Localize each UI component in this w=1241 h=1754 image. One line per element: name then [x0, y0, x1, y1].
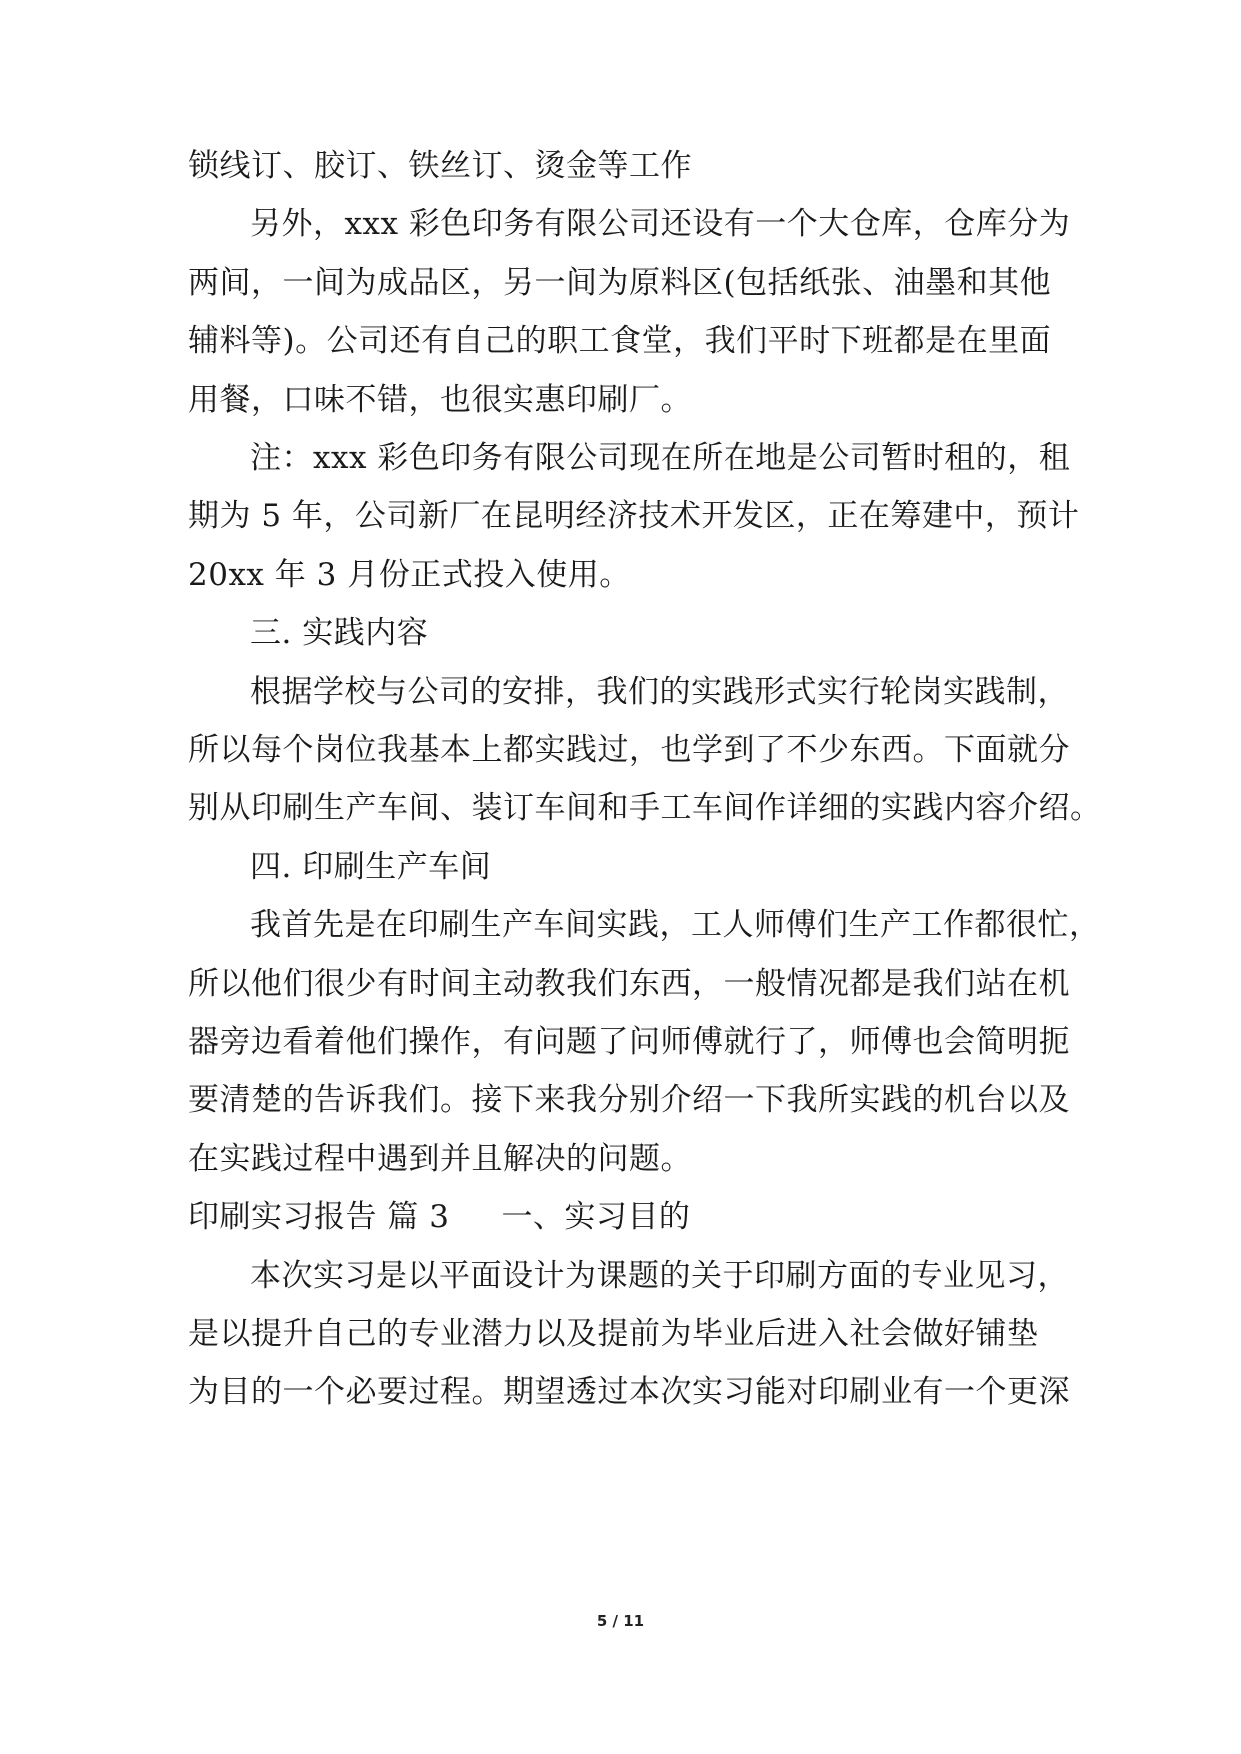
text-line: 在实践过程中遇到并且解决的问题。	[188, 1141, 692, 1177]
text-line: 锁线订、胶订、铁丝订、烫金等工作	[188, 148, 692, 184]
text-line: 另外，xxx 彩色印务有限公司还设有一个大仓库，仓库分为	[250, 206, 1071, 242]
text-line: 是以提升自己的专业潜力以及提前为毕业后进入社会做好铺垫	[188, 1316, 1039, 1352]
text-line: 器旁边看着他们操作，有问题了问师傅就行了，师傅也会简明扼	[188, 1024, 1070, 1060]
section-heading	[188, 1197, 1068, 1237]
text-line: 我首先是在印刷生产车间实践，工人师傅们生产工作都很忙，	[250, 907, 1101, 943]
text-line: 根据学校与公司的安排，我们的实践形式实行轮岗实践制，	[250, 674, 1069, 710]
text-line: 四. 印刷生产车间	[250, 849, 492, 885]
page-number: 5 / 11	[596, 1612, 645, 1630]
section-heading-title: 印刷实习报告 篇 3	[188, 1199, 450, 1235]
text-line: 两间，一间为成品区，另一间为原料区(包括纸张、油墨和其他	[188, 265, 1052, 301]
text-line: 注：xxx 彩色印务有限公司现在所在地是公司暂时租的，租	[250, 440, 1071, 476]
text-line: 为目的一个必要过程。期望透过本次实习能对印刷业有一个更深	[188, 1374, 1070, 1410]
text-line: 三. 实践内容	[250, 615, 429, 651]
text-line: 用餐，口味不错，也很实惠印刷厂。	[188, 382, 692, 418]
text-line: 本次实习是以平面设计为课题的关于印刷方面的专业见习，	[250, 1258, 1069, 1294]
text-line: 所以每个岗位我基本上都实践过，也学到了不少东西。下面就分	[188, 732, 1070, 768]
text-line: 所以他们很少有时间主动教我们东西，一般情况都是我们站在机	[188, 966, 1070, 1002]
section-heading-subtitle: 一、实习目的	[501, 1199, 691, 1235]
text-line: 期为 5 年，公司新厂在昆明经济技术开发区，正在筹建中，预计	[188, 498, 1080, 534]
text-line: 要清楚的告诉我们。接下来我分别介绍一下我所实践的机台以及	[188, 1082, 1070, 1118]
text-line: 别从印刷生产车间、装订车间和手工车间作详细的实践内容介绍。	[188, 790, 1102, 826]
text-line: 20xx 年 3 月份正式投入使用。	[188, 557, 631, 593]
text-line: 辅料等)。公司还有自己的职工食堂，我们平时下班都是在里面	[188, 323, 1052, 359]
